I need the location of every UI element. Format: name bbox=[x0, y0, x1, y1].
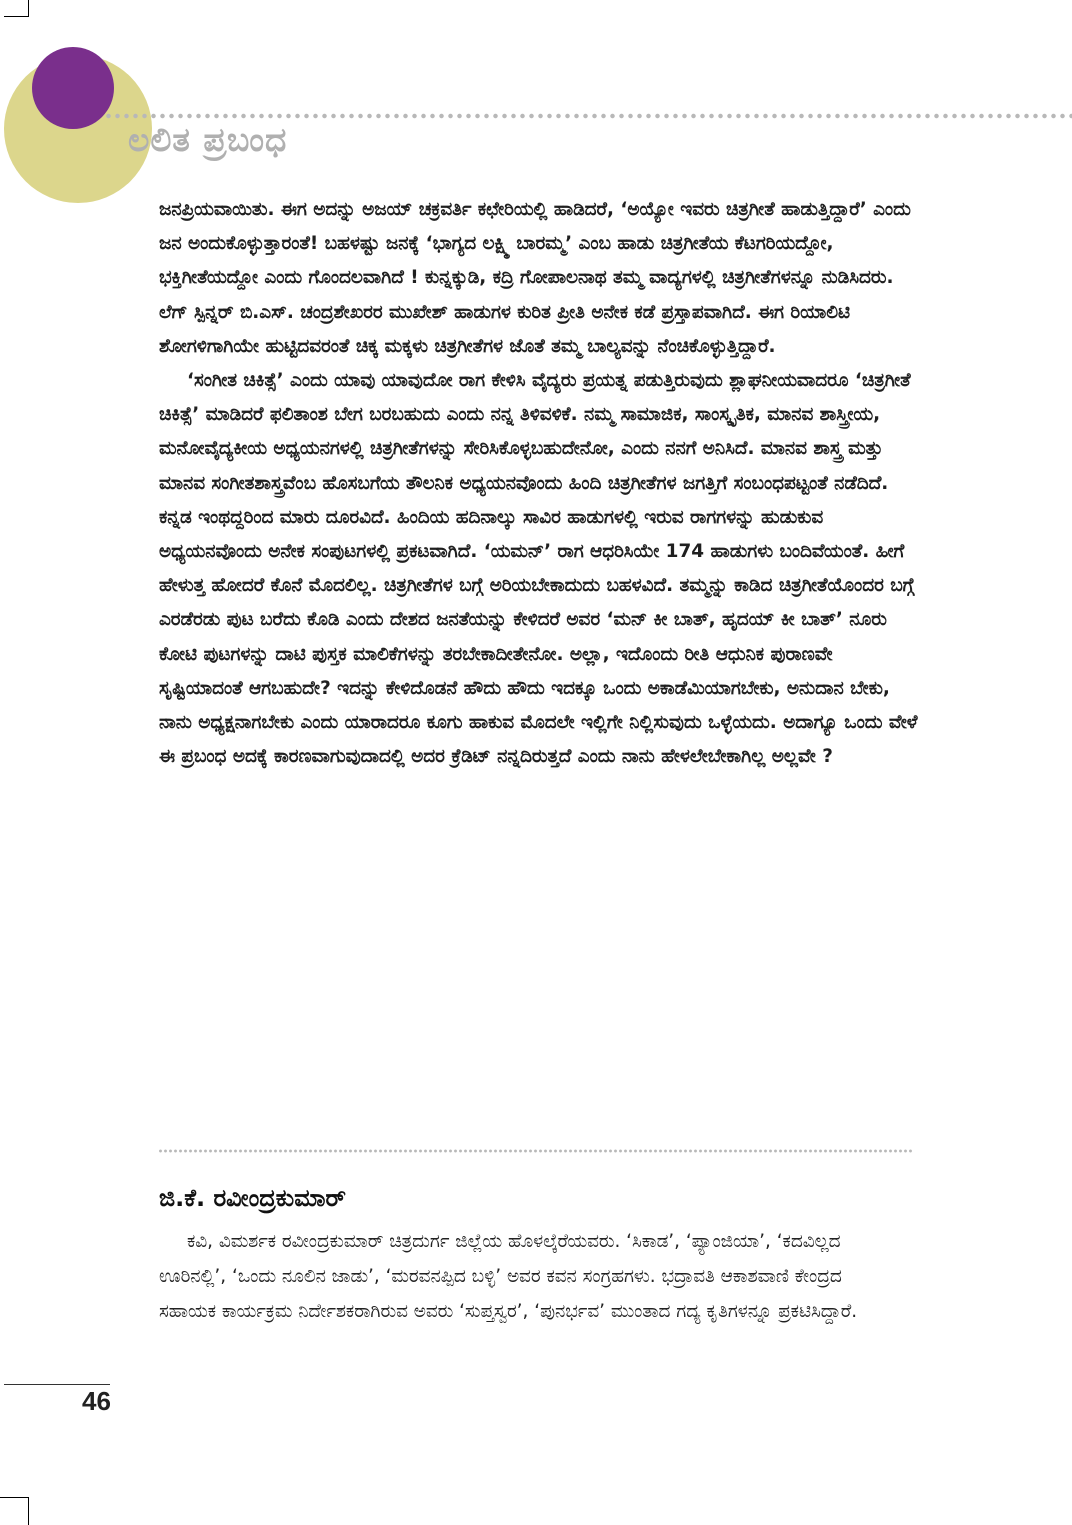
page-edge bbox=[0, 0, 4, 210]
header-dotted-rule bbox=[104, 113, 1072, 119]
crop-mark-top-left-horizontal bbox=[0, 16, 29, 17]
author-name: ಜಿ.ಕೆ. ರವೀಂದ್ರಕುಮಾರ್ bbox=[159, 1184, 346, 1212]
decorative-purple-circle bbox=[32, 47, 114, 129]
article-body bbox=[159, 193, 919, 774]
author-bio bbox=[159, 1224, 859, 1329]
author-bio-text: ಕವಿ, ವಿಮರ್ಶಕ ರವೀಂದ್ರಕುಮಾರ್ ಚಿತ್ರದುರ್ಗ ಜಿಲ್ಲೆಯ ಹೊಳಲ್ಕೆರೆಯವರು. ‘ಸಿಕಾಡ’, ‘ಪ್ಯಾಂಜಿಯಾ’, ‘ಕದವಿಲ್ಲದ ಊರಿನಲ್ಲಿ’, ‘ಒಂದು ನೂಲಿನ ಜಾಡು’, ‘ಮರವನಪ್ಪಿದ ಬಳ್ಳಿ’ ಅವರ ಕವನ ಸಂಗ್ರಹಗಳು. ಭದ್ರಾವತಿ ಆಕಾಶವಾಣಿ ಕೇಂದ್ರದ ಸಹಾಯಕ ಕಾರ್ಯಕ್ರಮ ನಿರ್ದೇಶಕರಾಗಿರುವ ಅವರು ‘ಸುಪ್ತಸ್ವರ’, ‘ಪುನರ್ಭವ’ ಮುಂತಾದ ಗದ್ಯ ಕೃತಿಗಳನ್ನೂ ಪ್ರಕಟಿಸಿದ್ದಾರೆ. bbox=[159, 1231, 858, 1322]
crop-mark-bottom-left-horizontal bbox=[0, 1497, 29, 1498]
author-separator-dotted-rule bbox=[158, 1149, 913, 1153]
article-paragraph: ಜನಪ್ರಿಯವಾಯಿತು. ಈಗ ಅದನ್ನು ಅಜಯ್ ಚಕ್ರವರ್ತಿ ಕಛೇರಿಯಲ್ಲಿ ಹಾಡಿದರೆ, ‘ಅಯ್ಯೋ ಇವರು ಚಿತ್ರಗೀತೆ ಹಾಡುತ್ತಿದ್ದಾರೆ’ ಎಂದು ಜನ ಅಂದುಕೊಳ್ಳುತ್ತಾರಂತೆ! ಬಹಳಷ್ಟು ಜನಕ್ಕೆ ‘ಭಾಗ್ಯದ ಲಕ್ಷ್ಮಿ ಬಾರಮ್ಮ’ ಎಂಬ ಹಾಡು ಚಿತ್ರಗೀತೆಯ ಕೆಟಗರಿಯದ್ದೋ, ಭಕ್ತಿಗೀತೆಯದ್ದೋ ಎಂದು ಗೊಂದಲವಾಗಿದೆ ! ಕುನ್ನಕ್ಕುಡಿ, ಕದ್ರಿ ಗೋಪಾಲನಾಥ ತಮ್ಮ ವಾದ್ಯಗಳಲ್ಲಿ ಚಿತ್ರಗೀತೆಗಳನ್ನೂ ನುಡಿಸಿದರು. ಲೆಗ್ ಸ್ಪಿನ್ನರ್ ಬಿ.ಎಸ್. ಚಂದ್ರಶೇಖರರ ಮುಖೇಶ್ ಹಾಡುಗಳ ಕುರಿತ ಪ್ರೀತಿ ಅನೇಕ ಕಡೆ ಪ್ರಸ್ತಾಪವಾಗಿದೆ. ಈಗ ರಿಯಾಲಿಟಿ ಶೋಗಳಿಗಾಗಿಯೇ ಹುಟ್ಟಿದವರಂತೆ ಚಿಕ್ಕ ಮಕ್ಕಳು ಚಿತ್ರಗೀತೆಗಳ ಜೊತೆ ತಮ್ಮ ಬಾಲ್ಯವನ್ನು ನೆಂಚಿಕೊಳ್ಳುತ್ತಿದ್ದಾರೆ. bbox=[159, 199, 911, 357]
crop-mark-bottom-left-vertical bbox=[28, 1497, 29, 1525]
page-number-rule bbox=[4, 1384, 110, 1385]
article-paragraph: ‘ಸಂಗೀತ ಚಿಕಿತ್ಸೆ’ ಎಂದು ಯಾವು ಯಾವುದೋ ರಾಗ ಕೇಳಿಸಿ ವೈದ್ಯರು ಪ್ರಯತ್ನ ಪಡುತ್ತಿರುವುದು ಶ್ಲಾಘನೀಯವಾದರೂ ‘ಚಿತ್ರಗೀತೆ ಚಿಕಿತ್ಸೆ’ ಮಾಡಿದರೆ ಫಲಿತಾಂಶ ಬೇಗ ಬರಬಹುದು ಎಂದು ನನ್ನ ತಿಳಿವಳಿಕೆ. ನಮ್ಮ ಸಾಮಾಜಿಕ, ಸಾಂಸ್ಕೃತಿಕ, ಮಾನವ ಶಾಸ್ತ್ರೀಯ, ಮನೋವೈದ್ಯಕೀಯ ಅಧ್ಯಯನಗಳಲ್ಲಿ ಚಿತ್ರಗೀತೆಗಳನ್ನು ಸೇರಿಸಿಕೊಳ್ಳಬಹುದೇನೋ, ಎಂದು ನನಗೆ ಅನಿಸಿದೆ. ಮಾನವ ಶಾಸ್ತ್ರ ಮತ್ತು ಮಾನವ ಸಂಗೀತಶಾಸ್ತ್ರವೆಂಬ ಹೊಸಬಗೆಯ ತೌಲನಿಕ ಅಧ್ಯಯನವೊಂದು ಹಿಂದಿ ಚಿತ್ರಗೀತೆಗಳ ಜಗತ್ತಿಗೆ ಸಂಬಂಧಪಟ್ಟಂತೆ ನಡೆದಿದೆ. ಕನ್ನಡ ಇಂಥದ್ದರಿಂದ ಮಾರು ದೂರವಿದೆ. ಹಿಂದಿಯ ಹದಿನಾಲ್ಕು ಸಾವಿರ ಹಾಡುಗಳಲ್ಲಿ ಇರುವ ರಾಗಗಳನ್ನು ಹುಡುಕುವ ಅಧ್ಯಯನವೊಂದು ಅನೇಕ ಸಂಪುಟಗಳಲ್ಲಿ ಪ್ರಕಟವಾಗಿದೆ. ‘ಯಮನ್’ ರಾಗ ಆಧರಿಸಿಯೇ 174 ಹಾಡುಗಳು ಬಂದಿವೆಯಂತೆ. ಹೀಗೆ ಹೇಳುತ್ತ ಹೋದರೆ ಕೊನೆ ಮೊದಲಿಲ್ಲ. ಚಿತ್ರಗೀತೆಗಳ ಬಗ್ಗೆ ಅರಿಯಬೇಕಾದುದು ಬಹಳವಿದೆ. ತಮ್ಮನ್ನು ಕಾಡಿದ ಚಿತ್ರಗೀತೆಯೊಂದರ ಬಗ್ಗೆ ಎರಡೆರಡು ಪುಟ ಬರೆದು ಕೊಡಿ ಎಂದು ದೇಶದ ಜನತೆಯನ್ನು ಕೇಳಿದರೆ ಅವರ ‘ಮನ್ ಕೀ ಬಾತ್, ಹೃದಯ್ ಕೀ ಬಾತ್’ ನೂರು ಕೋಟಿ ಪುಟಗಳನ್ನು ದಾಟಿ ಪುಸ್ತಕ ಮಾಲಿಕೆಗಳನ್ನು ತರಬೇಕಾದೀತೇನೋ. ಅಲ್ಲಾ, ಇದೊಂದು ರೀತಿ ಆಧುನಿಕ ಪುರಾಣವೇ ಸೃಷ್ಟಿಯಾದಂತೆ ಆಗಬಹುದೇ? ಇದನ್ನು ಕೇಳಿದೊಡನೆ ಹೌದು ಹೌದು ಇದಕ್ಕೂ ಒಂದು ಅಕಾಡೆಮಿಯಾಗಬೇಕು, ಅನುದಾನ ಬೇಕು, ನಾನು ಅಧ್ಯಕ್ಷನಾಗಬೇಕು ಎಂದು ಯಾರಾದರೂ ಕೂಗು ಹಾಕುವ ಮೊದಲೇ ಇಲ್ಲಿಗೇ ನಿಲ್ಲಿಸುವುದು ಒಳ್ಳೆಯದು. ಅದಾಗ್ಯೂ ಒಂದು ವೇಳೆ ಈ ಪ್ರಬಂಧ ಅದಕ್ಕೆ ಕಾರಣವಾಗುವುದಾದಲ್ಲಿ ಅದರ ಕ್ರೆಡಿಟ್ ನನ್ನದಿರುತ್ತದೆ ಎಂದು ನಾನು ಹೇಳಲೇಬೇಕಾಗಿಲ್ಲ ಅಲ್ಲವೇ ? bbox=[159, 370, 918, 768]
crop-mark-top-left-vertical bbox=[28, 0, 29, 16]
page-number: 46 bbox=[82, 1386, 111, 1416]
section-label: ಲಲಿತ ಪ್ರಬಂಧ bbox=[128, 120, 288, 159]
